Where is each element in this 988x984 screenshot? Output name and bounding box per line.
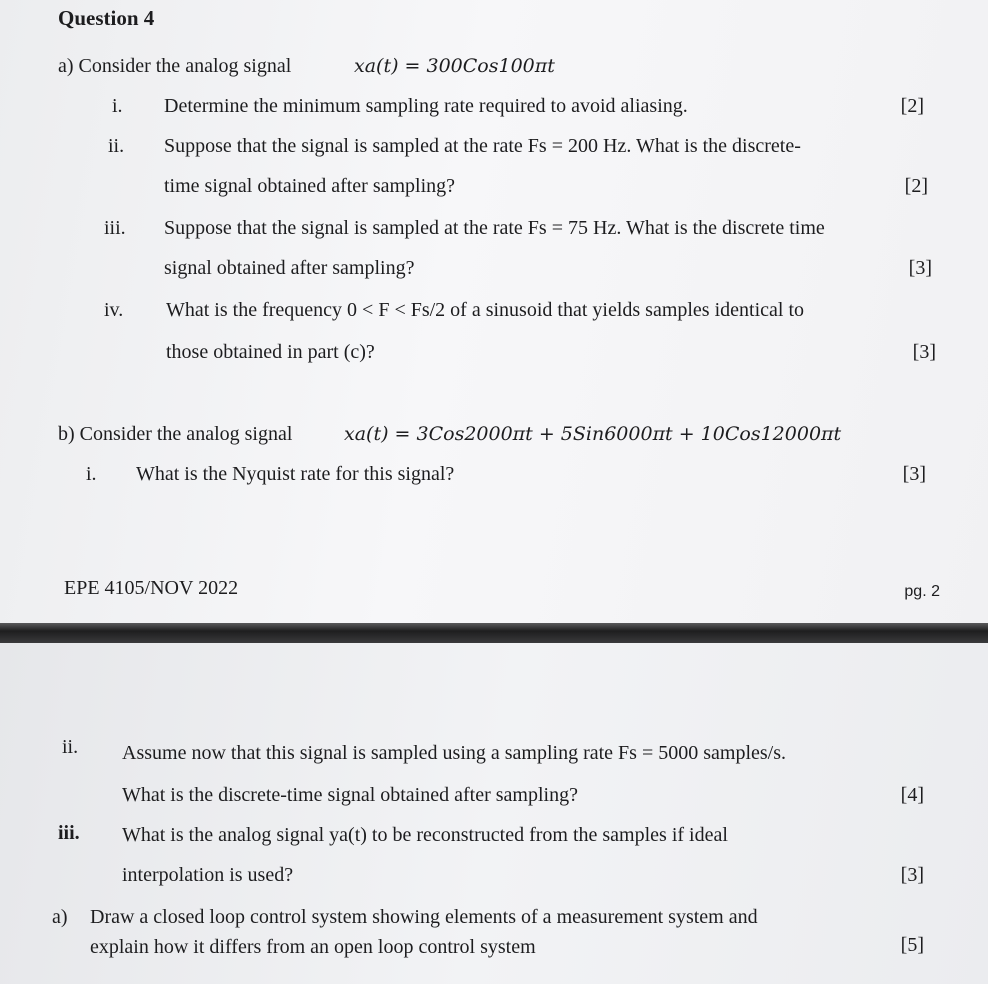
item-marks: [3] bbox=[900, 864, 924, 886]
item-marks: [4] bbox=[900, 784, 924, 806]
item-marks: [5] bbox=[900, 934, 924, 956]
item-text-line1: Suppose that the signal is sampled at the rate Fs = 200 Hz. What is the discrete- bbox=[164, 135, 801, 157]
item-number: iv. bbox=[104, 299, 124, 321]
item-text-line2: time signal obtained after sampling? bbox=[164, 175, 456, 197]
item-text: Determine the minimum sampling rate required to avoid aliasing. bbox=[164, 95, 688, 117]
question-title: Question 4 bbox=[58, 6, 155, 30]
item-number: ii. bbox=[62, 736, 79, 758]
item-text-line1: What is the frequency 0 < F < Fs/2 of a sinusoid that yields samples identical to bbox=[166, 299, 805, 321]
item-number: iii. bbox=[58, 822, 80, 844]
item-marks: [3] bbox=[908, 257, 932, 279]
course-code: EPE 4105/NOV 2022 bbox=[64, 577, 239, 599]
item-marks: [2] bbox=[904, 175, 928, 197]
item-marks: [3] bbox=[912, 341, 936, 363]
item-text-line2: explain how it differs from an open loop control system bbox=[90, 936, 536, 958]
item-number: a) bbox=[52, 906, 68, 928]
part-b-label: b) Consider the analog signal bbox=[58, 423, 293, 445]
item-text-line2: interpolation is used? bbox=[122, 864, 294, 886]
part-a-label: a) Consider the analog signal bbox=[58, 55, 292, 77]
item-text-line1: Suppose that the signal is sampled at the rate Fs = 75 Hz. What is the discrete time bbox=[164, 217, 825, 239]
page-separator bbox=[0, 623, 988, 643]
item-text-line1: What is the analog signal ya(t) to be reconstructed from the samples if ideal bbox=[122, 824, 728, 846]
item-text-line1: Draw a closed loop control system showing elements of a measurement system and bbox=[90, 906, 758, 928]
part-a-equation: xa(t) = 300Cos100πt bbox=[354, 55, 555, 77]
item-number: ii. bbox=[108, 135, 125, 157]
item-marks: [3] bbox=[902, 463, 926, 485]
page-number: pg. 2 bbox=[904, 583, 940, 600]
item-text-line1: Assume now that this signal is sampled using a sampling rate Fs = 5000 samples/s. bbox=[122, 742, 787, 764]
item-text-line2: signal obtained after sampling? bbox=[164, 257, 415, 279]
part-b-equation: xa(t) = 3Cos2000πt + 5Sin6000πt + 10Cos12000πt bbox=[344, 423, 842, 445]
item-marks: [2] bbox=[900, 95, 924, 117]
item-text-line2: those obtained in part (c)? bbox=[166, 341, 375, 363]
exam-page-bottom bbox=[0, 643, 988, 984]
item-number: iii. bbox=[104, 217, 126, 239]
item-number: i. bbox=[112, 95, 123, 117]
item-number: i. bbox=[86, 463, 97, 485]
item-text-line2: What is the discrete-time signal obtained after sampling? bbox=[122, 784, 578, 806]
item-text: What is the Nyquist rate for this signal? bbox=[136, 463, 455, 485]
